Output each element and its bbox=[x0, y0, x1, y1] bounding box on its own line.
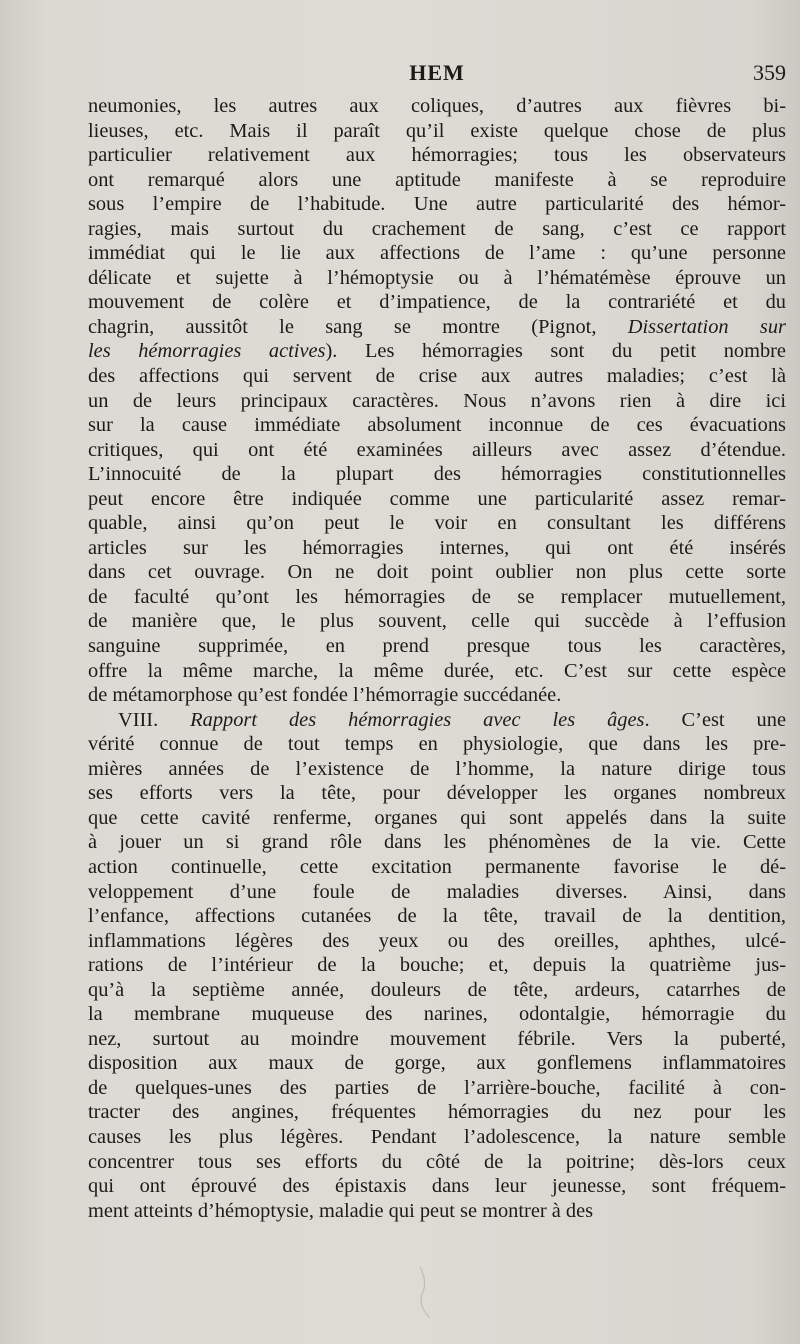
text-line: inflammations légères des yeux ou des oreilles, aphthes, ulcé- bbox=[88, 929, 786, 952]
text-line: mières années de l’existence de l’homme, la nature dirige tous bbox=[88, 757, 786, 780]
text-line: offre la même marche, la même durée, etc. C’est sur cette espèce bbox=[88, 659, 786, 682]
text-line: action continuelle, cette excitation permanente favorise le dé- bbox=[88, 855, 786, 878]
text-line: que cette cavité renferme, organes qui sont appelés dans la suite bbox=[88, 806, 786, 829]
text-line: tracter des angines, fréquentes hémorragies du nez pour les bbox=[88, 1101, 786, 1124]
text-line: critiques, qui ont été examinées ailleurs avec assez d’étendue. bbox=[88, 438, 786, 461]
text-line: l’enfance, affections cutanées de la tête, travail de la dentition, bbox=[88, 905, 786, 928]
text-line: des affections qui servent de crise aux autres maladies; c’est là bbox=[88, 365, 786, 388]
text-line: vérité connue de tout temps en physiologie, que dans les pre- bbox=[88, 733, 786, 756]
text-line: de quelques-unes des parties de l’arrière-bouche, facilité à con- bbox=[88, 1076, 786, 1099]
text-line: qui ont éprouvé des épistaxis dans leur jeunesse, sont fréquem- bbox=[88, 1175, 786, 1198]
text-line: nez, surtout au moindre mouvement fébrile. Vers la puberté, bbox=[88, 1027, 786, 1050]
text-line: lieuses, etc. Mais il paraît qu’il existe quelque chose de plus bbox=[88, 119, 786, 142]
text-line: ses efforts vers la tête, pour développer les organes nombreux bbox=[88, 782, 786, 805]
text-line: à jouer un si grand rôle dans les phénomènes de la vie. Cette bbox=[88, 831, 786, 854]
page-header bbox=[88, 60, 786, 94]
text-line: VIII. Rapport des hémorragies avec les âges. C’est une bbox=[118, 708, 786, 731]
text-line: disposition aux maux de gorge, aux gonflemens inflammatoires bbox=[88, 1052, 786, 1075]
text-line: mouvement de colère et d’impatience, de la contrariété et du bbox=[88, 291, 786, 314]
text-line: de faculté qu’ont les hémorragies de se remplacer mutuellement, bbox=[88, 585, 786, 608]
text-line: rations de l’intérieur de la bouche; et, depuis la quatrième jus- bbox=[88, 954, 786, 977]
text-line: sous l’empire de l’habitude. Une autre particularité des hémor- bbox=[88, 193, 786, 216]
text-line: les hémorragies actives). Les hémorragies sont du petit nombre bbox=[88, 340, 786, 363]
text-line: sur la cause immédiate absolument inconnue de ces évacuations bbox=[88, 414, 786, 437]
text-line: délicate et sujette à l’hémoptysie ou à l’hématémèse éprouve un bbox=[88, 266, 786, 289]
text-line: de manière que, le plus souvent, celle qui succède à l’effusion bbox=[88, 610, 786, 633]
text-line: veloppement d’une foule de maladies diverses. Ainsi, dans bbox=[88, 880, 786, 903]
text-line: de métamorphose qu’est fondée l’hémorragie succédanée. bbox=[88, 684, 562, 707]
text-line: ont remarqué alors une aptitude manifeste à se reproduire bbox=[88, 168, 786, 191]
text-line: L’innocuité de la plupart des hémorragies constitutionnelles bbox=[88, 463, 786, 486]
paper-stain-mark bbox=[410, 1262, 450, 1322]
running-head: HEM bbox=[409, 60, 465, 85]
text-line: ment atteints d’hémoptysie, maladie qui peut se montrer à des bbox=[88, 1199, 594, 1222]
text-line: peut encore être indiquée comme une particularité assez remar- bbox=[88, 487, 786, 510]
text-line: dans cet ouvrage. On ne doit point oublier non plus cette sorte bbox=[88, 561, 786, 584]
text-line: particulier relativement aux hémorragies; tous les observateurs bbox=[88, 144, 786, 167]
text-line: un de leurs principaux caractères. Nous n’avons rien à dire ici bbox=[88, 389, 786, 412]
text-line: la membrane muqueuse des narines, odontalgie, hémorragie du bbox=[88, 1003, 786, 1026]
text-line: chagrin, aussitôt le sang se montre (Pignot, Dissertation sur bbox=[88, 315, 786, 338]
text-line: quable, ainsi qu’on peut le voir en consultant les différens bbox=[88, 512, 786, 535]
body-text bbox=[88, 94, 786, 1223]
text-line: causes les plus légères. Pendant l’adolescence, la nature semble bbox=[88, 1125, 786, 1148]
page-number: 359 bbox=[753, 60, 786, 85]
text-line: ragies, mais surtout du crachement de sang, c’est ce rapport bbox=[88, 217, 786, 240]
text-line: immédiat qui le lie aux affections de l’ame : qu’une personne bbox=[88, 242, 786, 265]
text-line: qu’à la septième année, douleurs de tête, ardeurs, catarrhes de bbox=[88, 978, 786, 1001]
text-line: neumonies, les autres aux coliques, d’autres aux fièvres bi- bbox=[88, 95, 786, 117]
text-line: concentrer tous ses efforts du côté de la poitrine; dès-lors ceux bbox=[88, 1150, 786, 1173]
text-line: sanguine supprimée, en prend presque tous les caractères, bbox=[88, 635, 786, 658]
text-line: articles sur les hémorragies internes, qui ont été insérés bbox=[88, 536, 786, 559]
